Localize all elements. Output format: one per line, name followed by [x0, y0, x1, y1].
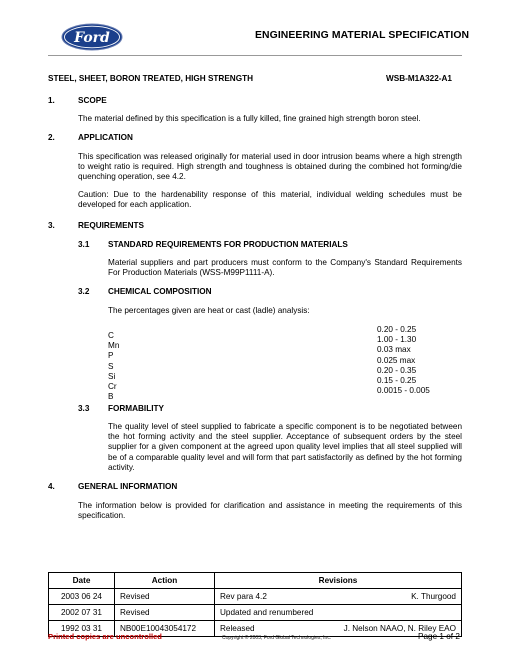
- section-title-general: GENERAL INFORMATION: [78, 482, 178, 491]
- subsection-title-3-1: STANDARD REQUIREMENTS FOR PRODUCTION MATERIALS: [108, 240, 348, 249]
- section-title-scope: SCOPE: [78, 96, 107, 105]
- copyright-notice: Copyright © 2003, Ford Global Technologies, Inc.: [222, 635, 332, 641]
- formability-text: The quality level of steel supplied to fabricate a specific component is to be negotiated between the hot forming activity and the steel supplier. Acceptance of subsequent orders by the steel supplier for a given component at the agreed upon quality level implies that all steel supplied will be of a comparable quality level and will form that part satisfactorily as defined by the hot forming activity.: [108, 422, 462, 472]
- subsection-number-3-1: 3.1: [78, 240, 90, 249]
- element-value: 1.00 - 1.30: [377, 335, 417, 345]
- revision-description: Updated and renumbered: [215, 605, 328, 621]
- element-value: 0.20 - 0.35: [377, 365, 417, 375]
- subsection-number-3-2: 3.2: [78, 287, 90, 296]
- date-header: Date: [49, 573, 115, 589]
- header-divider: [48, 55, 462, 56]
- action-header: Action: [115, 573, 215, 589]
- revision-date: 1992 03 31: [49, 621, 115, 637]
- ford-logo: [61, 23, 123, 51]
- logo-text: Ford: [74, 30, 110, 46]
- element-symbol: C: [108, 331, 114, 340]
- revision-date: 2003 06 24: [49, 589, 115, 605]
- chemical-composition-list: [108, 325, 462, 402]
- standard-requirements-text: Material suppliers and part producers must conform to the Company's Standard Requirements For Production Materials (WSS-M99P1111-A).: [108, 258, 462, 278]
- section-title-application: APPLICATION: [78, 133, 133, 142]
- document-title: STEEL, SHEET, BORON TREATED, HIGH STRENGTH: [48, 74, 254, 83]
- revision-action: Revised: [115, 589, 215, 605]
- element-symbol: B: [108, 392, 114, 402]
- revision-author: [328, 605, 462, 621]
- uncontrolled-copy-notice: Printed copies are uncontrolled: [48, 632, 162, 641]
- revision-action: NB00E10043054172: [115, 621, 215, 637]
- element-value: 0.20 - 0.25: [377, 325, 417, 334]
- element-row: [108, 386, 462, 402]
- section-number-general: 4.: [48, 482, 55, 491]
- table-row: [49, 589, 462, 605]
- element-value: 0.025 max: [377, 355, 416, 365]
- application-text: This specification was released originally for material used in door intrusion beams where a high strength to weight ratio is required. High strength and toughness is obtained during the combined hot forming/die quenching operation, see 4.2.: [78, 152, 462, 182]
- revision-table: [48, 572, 462, 637]
- table-row: [49, 605, 462, 621]
- element-symbol: Cr: [108, 381, 117, 391]
- element-symbol: P: [108, 351, 114, 361]
- element-value: 0.15 - 0.25: [377, 375, 417, 385]
- revision-header-row: [49, 573, 462, 589]
- section-title-requirements: REQUIREMENTS: [78, 221, 144, 230]
- section-number-requirements: 3.: [48, 221, 55, 230]
- revision-action: Revised: [115, 605, 215, 621]
- element-symbol: Mn: [108, 341, 120, 351]
- page-number: Page 1 of 2: [418, 632, 460, 641]
- element-value: 0.03 max: [377, 345, 411, 355]
- element-value: 0.0015 - 0.005: [377, 386, 430, 396]
- general-info-text: The information below is provided for clarification and assistance in meeting the requirements of this specification.: [78, 501, 462, 521]
- subsection-title-3-2: CHEMICAL COMPOSITION: [108, 287, 212, 296]
- revision-author: K. Thurgood: [328, 589, 462, 605]
- revision-author: J. Nelson NAAO, N. Riley EAO: [328, 621, 462, 637]
- element-symbol: Si: [108, 371, 116, 381]
- subsection-title-3-3: FORMABILITY: [108, 404, 164, 413]
- chemical-composition-intro: The percentages given are heat or cast (ladle) analysis:: [108, 306, 310, 315]
- revision-date: 2002 07 31: [49, 605, 115, 621]
- document-number: WSB-M1A322-A1: [386, 74, 452, 83]
- revision-description: Released: [215, 621, 328, 637]
- scope-text: The material defined by this specification is a fully killed, fine grained high strength boron steel.: [78, 114, 421, 123]
- subsection-number-3-3: 3.3: [78, 404, 90, 413]
- header-title: ENGINEERING MATERIAL SPECIFICATION: [255, 30, 470, 41]
- section-number-application: 2.: [48, 133, 55, 142]
- application-caution: Caution: Due to the hardenability response of this material, individual welding schedules must be developed for each application.: [78, 190, 462, 210]
- revisions-header: Revisions: [215, 573, 462, 589]
- section-number-scope: 1.: [48, 96, 55, 105]
- revision-description: Rev para 4.2: [215, 589, 328, 605]
- element-symbol: S: [108, 361, 114, 371]
